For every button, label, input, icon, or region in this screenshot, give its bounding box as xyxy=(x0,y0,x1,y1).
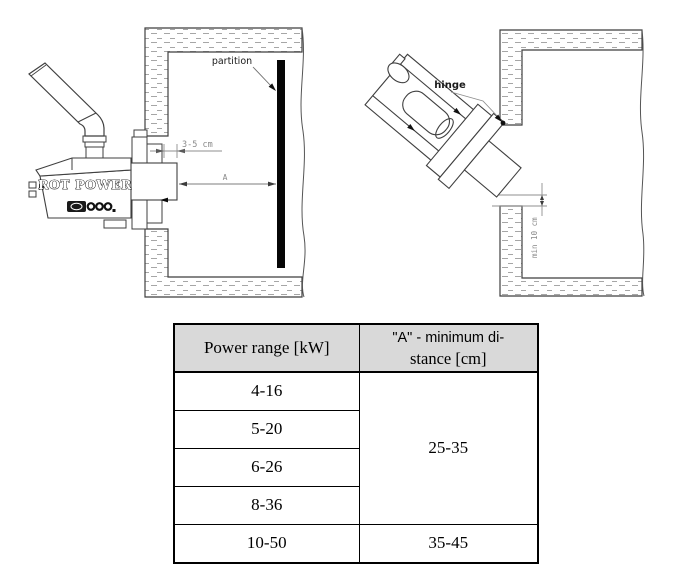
wall-break-line-right xyxy=(640,30,644,296)
brand-label: ROT POWER xyxy=(38,177,132,192)
chimney-collar-base xyxy=(86,147,103,158)
spec-table-wrapper xyxy=(173,323,539,564)
right-diagram xyxy=(353,30,644,296)
flange-top-tab xyxy=(134,130,147,137)
chimney-collar-mid xyxy=(85,142,104,147)
power-range-cell: 5-20 xyxy=(174,410,359,448)
power-range-cell: 8-36 xyxy=(174,486,359,524)
power-range-cell: 6-26 xyxy=(174,448,359,486)
header-power-range-label: Power range [kW] xyxy=(203,338,330,357)
burner-tube xyxy=(125,163,177,200)
distance-cell: 35-45 xyxy=(359,524,538,563)
left-diagram xyxy=(29,28,305,297)
partition-bar xyxy=(277,60,285,268)
partition-label: partition xyxy=(211,56,253,67)
wall-break-line-left xyxy=(301,28,305,297)
partition-leader-line xyxy=(253,67,273,88)
clearance-dimension-label: min 10 cm xyxy=(530,217,539,258)
flange-bottom-foot xyxy=(104,220,126,228)
chimney-pipe xyxy=(29,63,104,136)
table-row xyxy=(174,372,538,410)
gap-dimension-label: 3-5 cm xyxy=(182,140,213,150)
header-distance-line1: "A" - minimum di- xyxy=(392,329,505,346)
power-range-cell: 4-16 xyxy=(174,372,359,410)
housing-knob-upper xyxy=(29,182,36,188)
chimney-collar-top xyxy=(83,136,106,142)
housing-knob-lower xyxy=(29,191,36,197)
header-power-range xyxy=(174,324,359,372)
distance-dimension-label: A xyxy=(222,173,228,182)
hinge-label: hinge xyxy=(434,80,466,91)
power-range-cell: 10-50 xyxy=(174,524,359,563)
spec-table xyxy=(173,323,539,564)
furnace-wall-bottom-right xyxy=(500,206,642,296)
table-row xyxy=(174,524,538,563)
header-minimum-distance xyxy=(359,324,538,372)
header-distance-line2: stance [cm] xyxy=(410,348,487,368)
merged-distance-cell: 25-35 xyxy=(359,372,538,524)
distance-dimension xyxy=(179,173,276,186)
brand-logo-icon xyxy=(67,201,116,212)
table-header-row xyxy=(174,324,538,372)
clearance-dimension xyxy=(530,183,544,258)
furnace-wall-top-right xyxy=(500,30,642,125)
